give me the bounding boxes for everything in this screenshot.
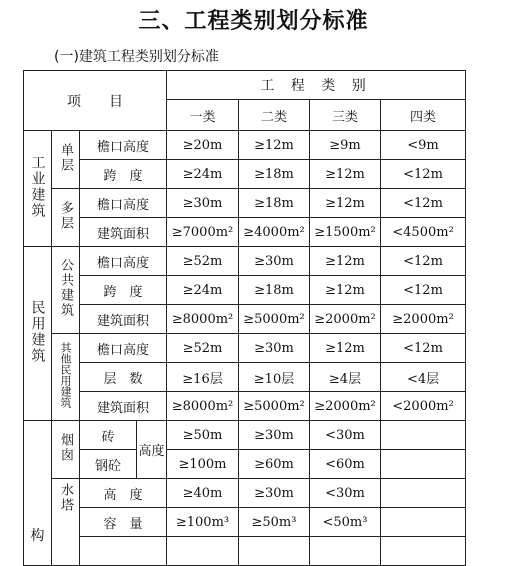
cell-class-3: ≥1500m²: [310, 218, 381, 247]
table-row: [24, 450, 466, 479]
header-category: 工 程 类 别: [167, 71, 466, 100]
cell-class-4: [381, 421, 466, 450]
row-item-empty: [80, 537, 167, 566]
group-structure: 构: [24, 421, 52, 566]
header-class-4: 四类: [381, 100, 466, 131]
cell-class-1: ≥30m: [167, 189, 239, 218]
table-row: [24, 508, 466, 537]
table-row: [24, 421, 466, 450]
cell-class-1: ≥100m³: [167, 508, 239, 537]
cell-class-1: ≥52m: [167, 334, 239, 363]
cell-empty: [239, 537, 310, 566]
cell-class-2: ≥30m: [239, 247, 310, 276]
cell-class-4: [381, 450, 466, 479]
row-item: 层 数: [80, 363, 167, 392]
cell-empty: [310, 537, 381, 566]
row-item: 钢砼: [80, 450, 137, 479]
table-row: [24, 392, 466, 421]
cell-class-1: ≥8000m²: [167, 392, 239, 421]
cell-class-3: ≥2000m²: [310, 392, 381, 421]
cell-class-2: ≥5000m²: [239, 305, 310, 334]
cell-class-1: ≥16层: [167, 363, 239, 392]
header-item: 项 目: [24, 71, 167, 131]
subgroup-public: 公共建筑: [52, 247, 80, 334]
row-item: 建筑面积: [80, 392, 167, 421]
cell-class-1: ≥24m: [167, 276, 239, 305]
table-row: [24, 160, 466, 189]
cell-class-3: ≥4层: [310, 363, 381, 392]
cell-class-3: ≥12m: [310, 334, 381, 363]
cell-empty: [167, 537, 239, 566]
row-item: 砖: [80, 421, 137, 450]
cell-class-4: <12m: [381, 276, 466, 305]
cell-class-2: ≥12m: [239, 131, 310, 160]
row-item: 容 量: [80, 508, 167, 537]
row-item: 檐口高度: [80, 247, 167, 276]
cell-class-3: <50m³: [310, 508, 381, 537]
cell-class-4: [381, 479, 466, 508]
cell-class-1: ≥8000m²: [167, 305, 239, 334]
table-row: [24, 334, 466, 363]
cell-class-4: <12m: [381, 247, 466, 276]
cell-class-4: <4层: [381, 363, 466, 392]
subgroup-multi: 多层: [52, 189, 80, 247]
subgroup-other-civil: 其他民用建筑: [52, 334, 80, 421]
cell-class-1: ≥24m: [167, 160, 239, 189]
cell-empty: [381, 537, 466, 566]
cell-class-4: <12m: [381, 160, 466, 189]
table-row: [24, 247, 466, 276]
header-class-1: 一类: [167, 100, 239, 131]
table-row: [24, 218, 466, 247]
cell-class-3: <60m: [310, 450, 381, 479]
table-row: [24, 305, 466, 334]
group-civil: 民用建筑: [24, 247, 52, 421]
header-class-3: 三类: [310, 100, 381, 131]
cell-class-3: ≥2000m²: [310, 305, 381, 334]
table-row: [24, 479, 466, 508]
cell-class-3: <30m: [310, 479, 381, 508]
cell-class-2: ≥10层: [239, 363, 310, 392]
cell-class-2: ≥18m: [239, 189, 310, 218]
row-item: 跨 度: [80, 276, 167, 305]
row-item: 跨 度: [80, 160, 167, 189]
cell-class-3: ≥12m: [310, 189, 381, 218]
cell-class-2: ≥5000m²: [239, 392, 310, 421]
group-industrial: 工业建筑: [24, 131, 52, 247]
cell-class-2: ≥18m: [239, 160, 310, 189]
cell-class-4: [381, 508, 466, 537]
cell-class-2: ≥60m: [239, 450, 310, 479]
cell-class-2: ≥50m³: [239, 508, 310, 537]
classification-table: [23, 70, 466, 566]
cell-class-3: <30m: [310, 421, 381, 450]
table-row-partial: [24, 537, 466, 566]
row-item: 檐口高度: [80, 189, 167, 218]
cell-class-4: <9m: [381, 131, 466, 160]
row-item: 建筑面积: [80, 305, 167, 334]
table-row: [24, 131, 466, 160]
cell-class-2: ≥18m: [239, 276, 310, 305]
table-row: [24, 363, 466, 392]
table-row: [24, 276, 466, 305]
cell-class-3: ≥12m: [310, 247, 381, 276]
row-item: 建筑面积: [80, 218, 167, 247]
cell-class-1: ≥7000m²: [167, 218, 239, 247]
subgroup-single: 单层: [52, 131, 80, 189]
cell-class-1: ≥40m: [167, 479, 239, 508]
cell-class-3: ≥9m: [310, 131, 381, 160]
cell-class-2: ≥30m: [239, 479, 310, 508]
table-row: [24, 189, 466, 218]
cell-class-4: <12m: [381, 334, 466, 363]
cell-class-1: ≥50m: [167, 421, 239, 450]
cell-class-4: <12m: [381, 189, 466, 218]
row-item: 檐口高度: [80, 131, 167, 160]
subgroup-chimney: 烟囱: [52, 421, 80, 479]
subgroup-water-tower: 水塔: [52, 479, 80, 566]
row-item: 高 度: [80, 479, 167, 508]
header-class-2: 二类: [239, 100, 310, 131]
header-row-1: [24, 71, 466, 100]
row-item: 檐口高度: [80, 334, 167, 363]
cell-class-4: ≥2000m²: [381, 305, 466, 334]
cell-class-2: ≥30m: [239, 334, 310, 363]
row-unit: 高度: [137, 421, 167, 479]
cell-class-4: <2000m²: [381, 392, 466, 421]
cell-class-2: ≥4000m²: [239, 218, 310, 247]
cell-class-1: ≥100m: [167, 450, 239, 479]
cell-class-3: ≥12m: [310, 276, 381, 305]
cell-class-1: ≥52m: [167, 247, 239, 276]
cell-class-1: ≥20m: [167, 131, 239, 160]
cell-class-2: ≥30m: [239, 421, 310, 450]
cell-class-4: <4500m²: [381, 218, 466, 247]
cell-class-3: ≥12m: [310, 160, 381, 189]
section-subtitle: (一)建筑工程类别划分标准: [54, 49, 219, 65]
page-title: 三、工程类别划分标准: [138, 9, 369, 34]
